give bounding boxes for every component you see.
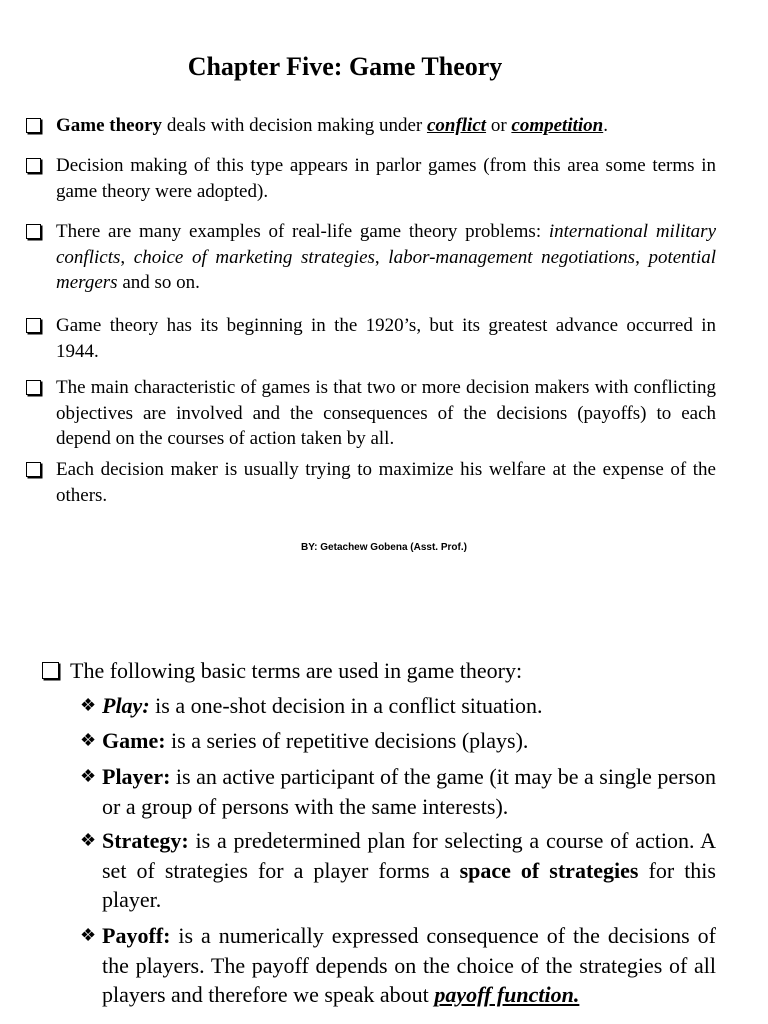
term-strategy: [80, 826, 716, 915]
bullet-text-part: and so on.: [117, 272, 200, 293]
example-military: international military conflicts: [56, 221, 716, 268]
checkbox-bullet-icon: [26, 118, 41, 133]
term-payoff: [80, 921, 716, 1010]
example-marketing: choice of marketing strategies: [133, 246, 375, 268]
bullet-text-part: deals with decision making under: [162, 115, 427, 136]
checkbox-bullet-icon: [26, 318, 41, 333]
emphasis-competition: competition: [511, 115, 604, 136]
bullet-text-part: or: [486, 115, 512, 136]
term-definition: is a numerically expressed consequence of the decisions of the players. The payoff depends on the choice of the strategies of all players and therefore we speak about: [102, 923, 716, 1007]
bullet-text: Decision making of this type appears in parlor games (from this area some terms in game theory were adopted).: [56, 155, 716, 202]
bullet-text: [56, 113, 716, 139]
term-player: [80, 762, 716, 821]
emphasis-conflict: conflict: [426, 115, 487, 136]
bullet-text: Game theory has its beginning in the 1920’s, but its greatest advance occurred in 1944.: [56, 315, 716, 362]
separator: ,: [635, 246, 649, 268]
term-definition: is a series of repetitive decisions (plays).: [165, 728, 529, 753]
bullet-characteristic: [26, 375, 716, 452]
slide-page-2: [0, 612, 768, 1024]
diamond-bullet-icon: ❖: [80, 695, 97, 715]
term-text: [102, 726, 716, 756]
author-footer: BY: Getachew Gobena (Asst. Prof.): [301, 542, 467, 553]
separator: ,: [374, 246, 389, 268]
diamond-bullet-icon: ❖: [80, 830, 97, 850]
page-title: Chapter Five: Game Theory: [187, 52, 503, 81]
term-definition: for this player.: [102, 857, 716, 912]
bullet-text: [56, 219, 716, 296]
term-label: Play:: [102, 693, 150, 718]
term-label: Strategy:: [102, 828, 189, 853]
bullet-examples: [26, 219, 716, 296]
term-text: [102, 762, 716, 821]
bullet-basic-terms: [42, 656, 722, 685]
checkbox-bullet-icon: [26, 158, 41, 173]
example-mergers: potential mergers: [56, 246, 717, 293]
separator: ,: [120, 246, 134, 268]
diamond-bullet-icon: ❖: [80, 730, 97, 750]
bullet-parlor-games: [26, 153, 716, 204]
bullet-history: [26, 313, 716, 364]
example-labor: labor-management negotiations: [388, 246, 636, 268]
term-text: [102, 826, 716, 915]
term-definition: is an active participant of the game (it may be a single person or a group of persons with the same interests).: [102, 764, 716, 819]
diamond-bullet-icon: ❖: [80, 925, 97, 945]
bullet-text: The following basic terms are used in game theory:: [70, 658, 523, 683]
checkbox-bullet-icon: [26, 462, 41, 477]
term-definition: is a one-shot decision in a conflict situation.: [149, 693, 543, 718]
term-game-theory: Game theory: [56, 115, 163, 136]
space-of-strategies: space of strategies: [459, 857, 639, 883]
bullet-text-part: There are many examples of real-life game theory problems:: [56, 221, 549, 242]
term-label: Payoff:: [102, 923, 171, 948]
term-text: [102, 921, 716, 1010]
term-play: [80, 691, 716, 721]
diamond-bullet-icon: ❖: [80, 766, 97, 786]
term-label: Player:: [102, 764, 171, 789]
payoff-function: payoff function.: [434, 982, 580, 1007]
bullet-text: The main characteristic of games is that two or more decision makers with conflicting objectives are involved and the consequences of the decisions (payoffs) to each depend on the courses of action taken by all.: [56, 377, 716, 449]
term-text: [102, 691, 716, 721]
checkbox-bullet-icon: [26, 380, 41, 395]
bullet-game-theory: [26, 113, 716, 139]
bullet-text: Each decision maker is usually trying to maximize his welfare at the expense of the others.: [56, 459, 716, 506]
term-definition: is a predetermined plan for selecting a course of action. A set of strategies for a player forms a: [102, 828, 716, 883]
checkbox-bullet-icon: [26, 224, 41, 239]
term-label: Game:: [102, 728, 166, 753]
term-game: [80, 726, 716, 756]
bullet-text-part: .: [603, 115, 608, 136]
checkbox-bullet-icon: [42, 662, 59, 679]
bullet-welfare: [26, 457, 716, 508]
